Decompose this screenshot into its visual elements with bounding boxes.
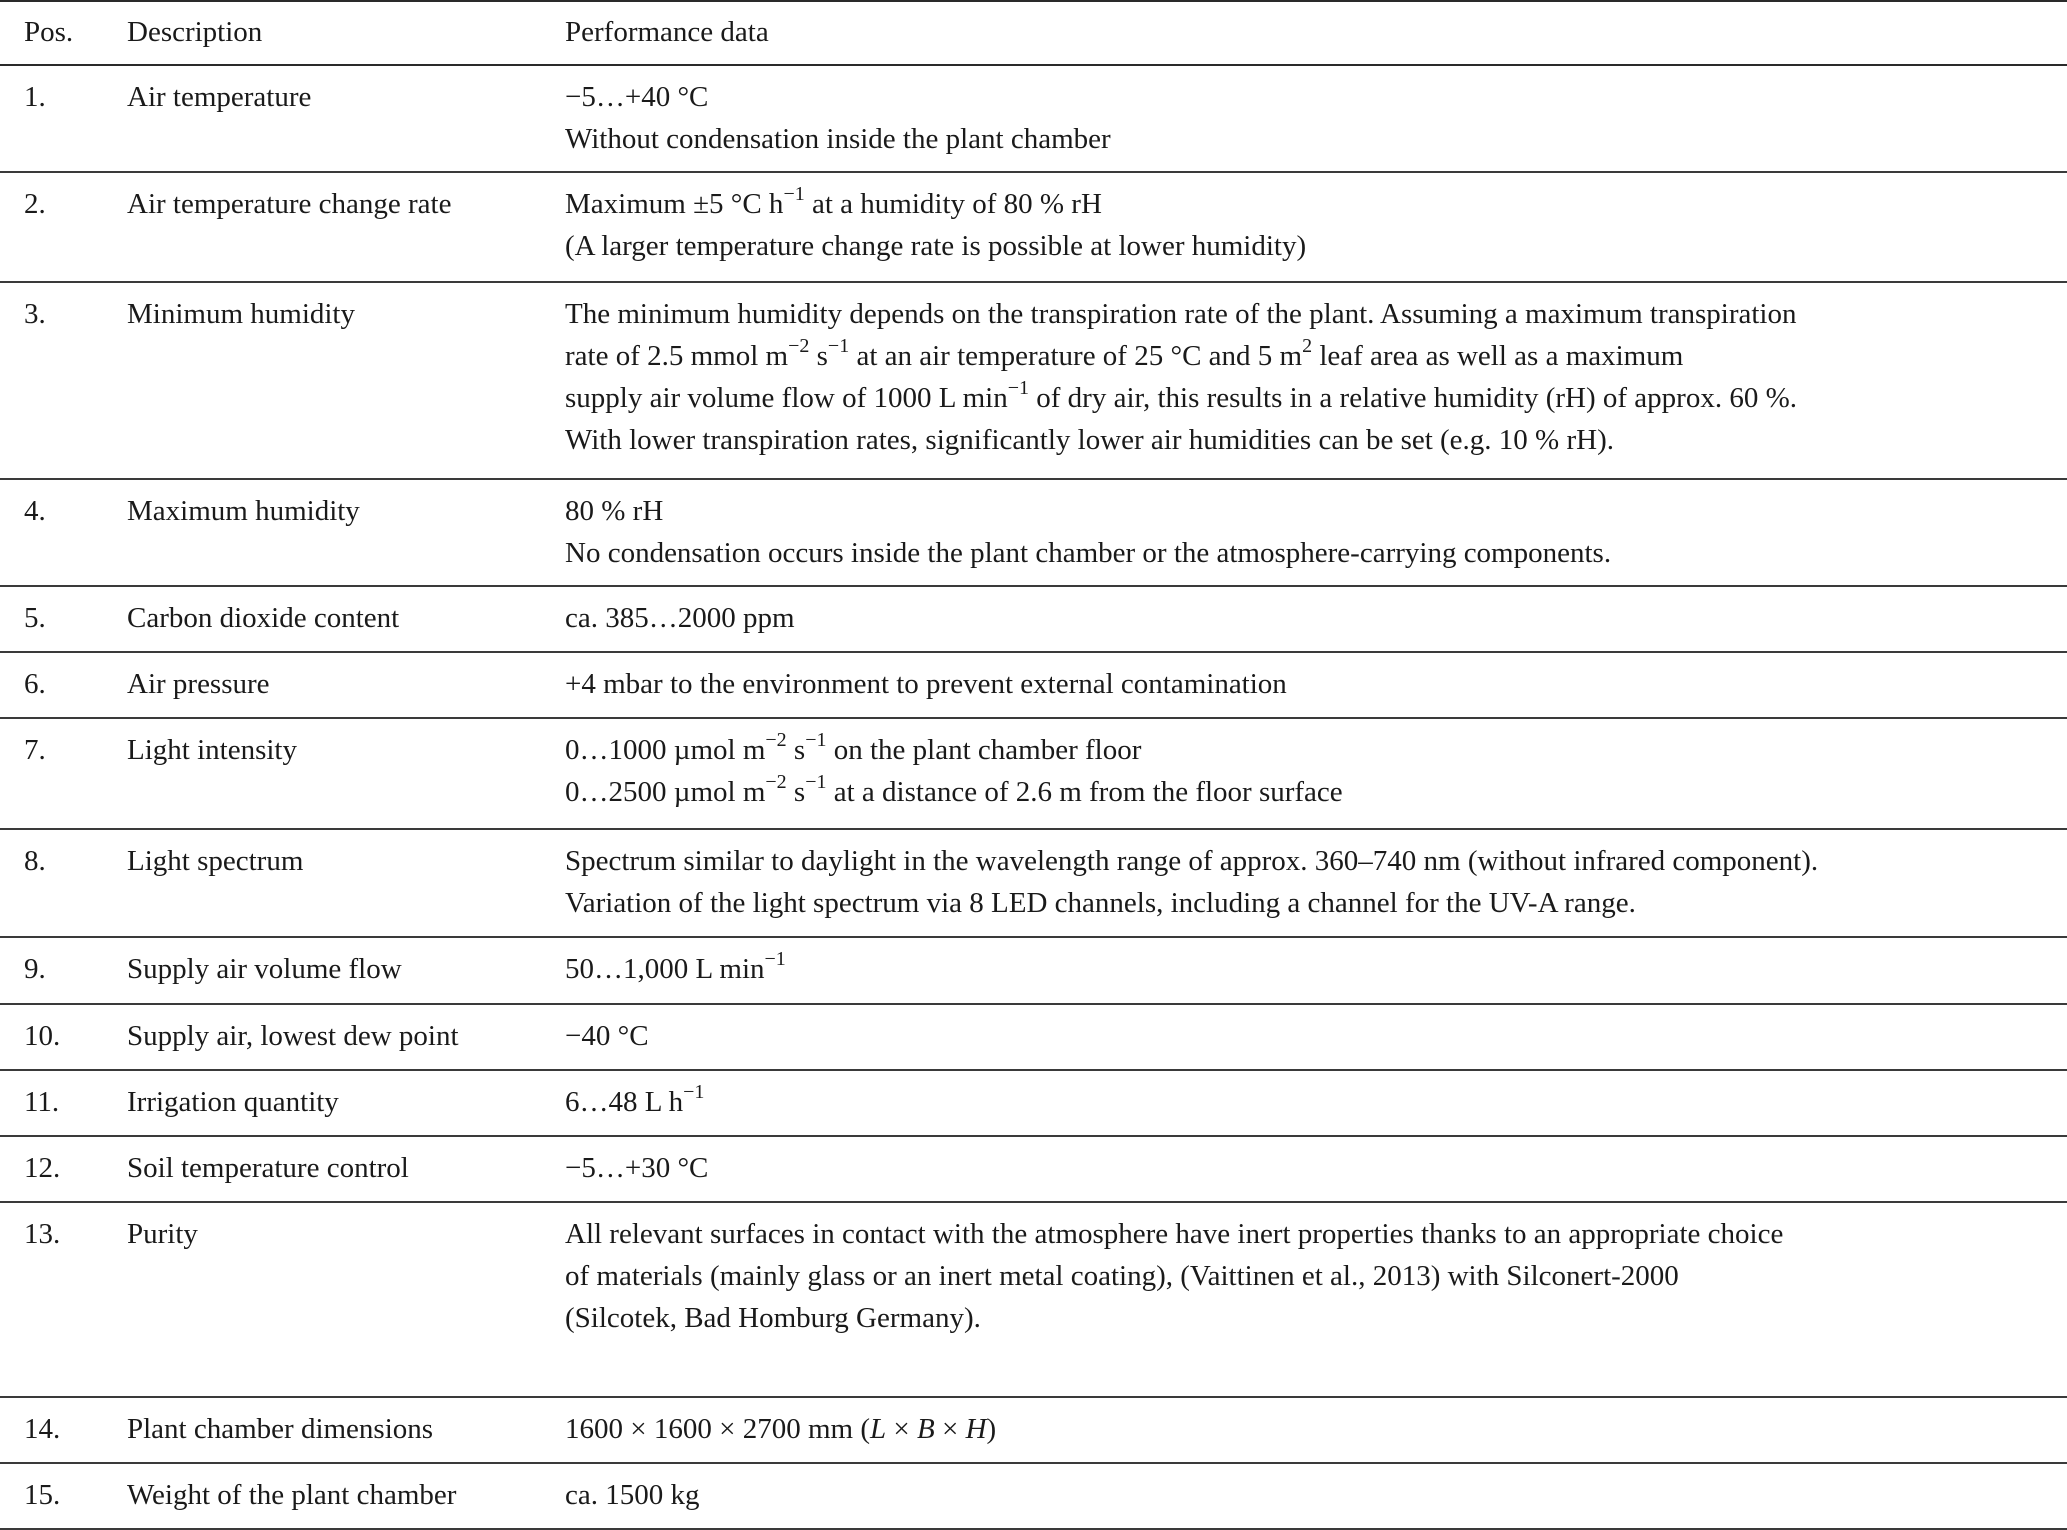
table-row <box>0 719 2067 830</box>
row-performance-data <box>565 597 2067 639</box>
table-header-row <box>0 2 2067 66</box>
superscript-exponent: −2 <box>765 771 787 794</box>
table-row <box>0 653 2067 719</box>
row-performance-data <box>565 490 2067 574</box>
performance-line <box>565 76 2059 118</box>
performance-line <box>565 118 2059 160</box>
header-performance: Performance data <box>565 16 769 48</box>
text-segment: of dry air, this results in a relative humidity (rH) of approx. 60 %. <box>1029 382 1797 414</box>
superscript-exponent: −1 <box>1007 377 1030 400</box>
performance-line <box>565 840 2059 882</box>
row-performance-data <box>565 1213 2067 1339</box>
superscript-exponent: −1 <box>805 771 827 794</box>
header-description: Description <box>127 16 263 48</box>
performance-line <box>565 882 2059 924</box>
table-body <box>0 66 2067 1530</box>
row-description: Light intensity <box>127 734 297 766</box>
row-pos: 3. <box>24 298 46 330</box>
row-pos: 7. <box>24 734 46 766</box>
row-description: Air temperature change rate <box>127 188 452 220</box>
row-description: Air pressure <box>127 668 270 700</box>
text-segment: Maximum ±5 °C h <box>565 188 784 220</box>
text-segment: −40 °C <box>565 1020 649 1052</box>
row-performance-data <box>565 948 2067 990</box>
row-performance-data <box>565 1015 2067 1057</box>
performance-line <box>565 532 2059 574</box>
row-description: Supply air volume flow <box>127 953 402 985</box>
performance-line <box>565 335 2059 377</box>
row-pos: 9. <box>24 953 46 985</box>
performance-line <box>565 1255 2059 1297</box>
row-description: Purity <box>127 1218 198 1250</box>
row-description: Maximum humidity <box>127 495 360 527</box>
row-pos: 11. <box>24 1086 60 1118</box>
table-row <box>0 1071 2067 1137</box>
text-segment: on the plant chamber floor <box>826 734 1142 766</box>
row-pos: 14. <box>24 1413 61 1445</box>
performance-line <box>565 419 2059 461</box>
performance-line <box>565 1297 2059 1339</box>
table-row <box>0 1137 2067 1203</box>
row-pos: 5. <box>24 602 46 634</box>
text-segment: ca. 1500 kg <box>565 1479 700 1511</box>
table-row <box>0 830 2067 938</box>
performance-line <box>565 293 2059 335</box>
row-pos: 15. <box>24 1479 61 1511</box>
performance-line <box>565 490 2059 532</box>
table-row <box>0 938 2067 1005</box>
table-row <box>0 1464 2067 1530</box>
text-segment: Without condensation inside the plant chamber <box>565 123 1111 155</box>
row-pos: 1. <box>24 81 46 113</box>
performance-line <box>565 377 2059 419</box>
table-row <box>0 480 2067 587</box>
text-segment: With lower transpiration rates, significantly lower air humidities can be set (e.g. 10 % rH). <box>565 424 1614 456</box>
text-segment: at an air temperature of 25 °C and 5 m <box>849 340 1303 372</box>
row-performance-data <box>565 729 2067 813</box>
superscript-exponent: −1 <box>764 948 786 971</box>
performance-line <box>565 1408 2059 1450</box>
performance-line <box>565 771 2059 813</box>
row-performance-data <box>565 840 2067 924</box>
text-segment: +4 mbar to the environment to prevent external contamination <box>565 668 1287 700</box>
performance-line <box>565 1015 2059 1057</box>
text-segment: 6…48 L h <box>565 1086 684 1118</box>
row-description: Soil temperature control <box>127 1152 409 1184</box>
row-performance-data <box>565 663 2067 705</box>
text-segment: ca. 385…2000 ppm <box>565 602 795 634</box>
text-segment: All relevant surfaces in contact with the atmosphere have inert properties thanks to an appropriate choice <box>565 1218 1784 1250</box>
superscript-exponent: 2 <box>1302 335 1313 358</box>
text-segment: leaf area as well as a maximum <box>1312 340 1684 372</box>
text-segment: × <box>886 1413 917 1445</box>
header-pos: Pos. <box>24 16 74 48</box>
text-segment: 0…2500 µmol m <box>565 776 766 808</box>
row-description: Weight of the plant chamber <box>127 1479 457 1511</box>
table-row <box>0 587 2067 653</box>
text-segment: 0…1000 µmol m <box>565 734 766 766</box>
performance-line <box>565 183 2059 225</box>
row-description: Air temperature <box>127 81 312 113</box>
row-pos: 6. <box>24 668 46 700</box>
performance-line <box>565 597 2059 639</box>
performance-line <box>565 948 2059 990</box>
table-row <box>0 66 2067 173</box>
text-segment: s <box>786 734 806 766</box>
row-pos: 13. <box>24 1218 61 1250</box>
text-segment: −5…+30 °C <box>565 1152 709 1184</box>
performance-line <box>565 663 2059 705</box>
text-segment: rate of 2.5 mmol m <box>565 340 789 372</box>
row-performance-data <box>565 76 2067 160</box>
table-row <box>0 1203 2067 1398</box>
text-segment: 1600 × 1600 × 2700 mm ( <box>565 1413 870 1445</box>
text-segment: supply air volume flow of 1000 L min <box>565 382 1008 414</box>
text-segment: ) <box>986 1413 997 1445</box>
superscript-exponent: −1 <box>783 183 805 206</box>
row-pos: 10. <box>24 1020 61 1052</box>
row-performance-data <box>565 1147 2067 1189</box>
table-row <box>0 1005 2067 1071</box>
row-pos: 12. <box>24 1152 61 1184</box>
text-segment: at a humidity of 80 % rH <box>804 188 1102 220</box>
text-segment: No condensation occurs inside the plant chamber or the atmosphere-carrying components. <box>565 537 1612 569</box>
performance-line <box>565 225 2059 267</box>
performance-line <box>565 729 2059 771</box>
superscript-exponent: −2 <box>788 335 810 358</box>
row-description: Supply air, lowest dew point <box>127 1020 459 1052</box>
text-segment: (A larger temperature change rate is possible at lower humidity) <box>565 230 1307 262</box>
superscript-exponent: −1 <box>805 729 827 752</box>
table-row <box>0 173 2067 283</box>
table-row <box>0 283 2067 480</box>
text-segment: at a distance of 2.6 m from the floor surface <box>826 776 1343 808</box>
row-performance-data <box>565 293 2067 461</box>
superscript-exponent: −2 <box>765 729 787 752</box>
text-segment: 80 % rH <box>565 495 664 527</box>
text-segment: s <box>786 776 806 808</box>
row-description: Minimum humidity <box>127 298 355 330</box>
row-description: Plant chamber dimensions <box>127 1413 434 1445</box>
row-performance-data <box>565 1081 2067 1123</box>
row-performance-data <box>565 1474 2067 1516</box>
row-description: Light spectrum <box>127 845 304 877</box>
row-description: Carbon dioxide content <box>127 602 400 634</box>
italic-variable: H <box>965 1413 987 1445</box>
text-segment: Spectrum similar to daylight in the wavelength range of approx. 360–740 nm (without infrared component). <box>565 845 1819 877</box>
text-segment: The minimum humidity depends on the transpiration rate of the plant. Assuming a maximum transpiration <box>565 298 1797 330</box>
row-performance-data <box>565 183 2067 267</box>
text-segment: × <box>934 1413 966 1445</box>
row-pos: 8. <box>24 845 46 877</box>
text-segment: of materials (mainly glass or an inert metal coating), (Vaittinen et al., 2013) with Silconert-2000 <box>565 1260 1679 1292</box>
text-segment: 50…1,000 L min <box>565 953 765 985</box>
row-pos: 2. <box>24 188 46 220</box>
performance-line <box>565 1474 2059 1516</box>
text-segment: s <box>809 340 828 372</box>
text-segment: Variation of the light spectrum via 8 LED channels, including a channel for the UV-A range. <box>565 887 1636 919</box>
performance-line <box>565 1081 2059 1123</box>
table-row <box>0 1398 2067 1464</box>
row-description: Irrigation quantity <box>127 1086 339 1118</box>
text-segment: −5…+40 °C <box>565 81 709 113</box>
superscript-exponent: −1 <box>827 335 850 358</box>
superscript-exponent: −1 <box>683 1081 705 1104</box>
performance-line <box>565 1147 2059 1189</box>
italic-variable: B <box>916 1413 935 1445</box>
row-pos: 4. <box>24 495 46 527</box>
row-performance-data <box>565 1408 2067 1450</box>
text-segment: (Silcotek, Bad Homburg Germany). <box>565 1302 981 1334</box>
italic-variable: L <box>869 1413 887 1445</box>
performance-line <box>565 1213 2059 1255</box>
